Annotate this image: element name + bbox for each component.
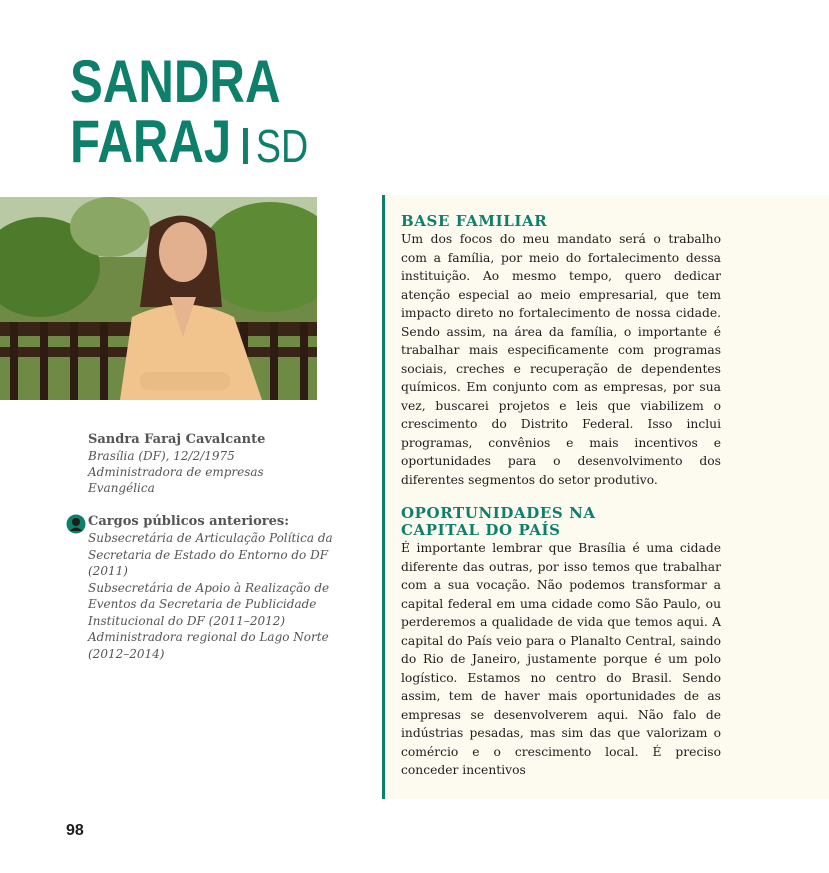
party-divider [243,128,248,164]
profession: Administradora de empresas [88,465,264,479]
last-name: FARAJ [70,108,232,175]
page-number: 98 [66,822,84,839]
previous-positions [66,514,356,662]
section-title-line-2: CAPITAL DO PAÍS [401,521,561,539]
person-icon [66,514,86,534]
candidate-photo [0,197,317,400]
section-title-line-1: OPORTUNIDADES NA [401,504,596,522]
section-title-oportunidades [401,505,721,539]
previous-positions-list: Subsecretária de Articulação Política da Secretaria de Estado do Entorno do DF (2011) Subsecretária de Apoio à Realização de Eventos da Secretaria de Publicidade Institucional do DF (2011–2012) Administradora regional do Lago Norte (2012–2014) [88,531,333,661]
religion: Evangélica [88,481,155,495]
first-name: SANDRA [70,48,281,115]
section-body-base-familiar: Um dos focos do meu mandato será o trabalho com a família, por meio do fortalecimento dessa instituição. Ao mesmo tempo, quero dedicar atenção especial ao meio empresarial, que tem impacto direto no fortalecimento de nossa cidade. Sendo assim, na área da família, o importante é trabalhar mais especificamente com programas sociais, creches e recuperação de dependentes químicos. Em conjunto com as empresas, por sua vez, buscarei projetos e leis que viabilizem o crescimento do Distrito Federal. Isso inclui programas, convênios e mais incentivos e oportunidades para o desenvolvimento dos diferentes segmentos do setor produtivo. [401,232,721,487]
birth-info: Brasília (DF), 12/2/1975 [88,449,235,463]
full-name: Sandra Faraj Cavalcante [88,432,266,447]
party-acronym: SD [255,120,309,172]
candidate-photo-illustration [0,197,317,400]
last-name-line [70,108,309,176]
section-body-oportunidades: É importante lembrar que Brasília é uma cidade diferente das outras, por isso temos que trabalhar com a sua vocação. Não podemos transformar a capital federal em uma cidade como São Paulo, ou perderemos a qualidade de vida que temos aqui. A capital do País veio para o Planalto Central, saindo do Rio de Janeiro, justamente porque é um polo logístico. Estamos no centro do Brasil. Sendo assim, tem de haver mais oportunidades de as empresas se desenvolverem aqui. Não falo de indústrias pesadas, mas sim das que valorizam o comércio e o crescimento local. É preciso conceder incentivos [401,541,721,777]
previous-positions-heading: Cargos públicos anteriores: [88,514,290,529]
candidate-bio [88,432,358,496]
interview-content [401,213,721,796]
party-label [243,120,309,172]
candidate-name-title [70,48,309,176]
section-title-base-familiar: BASE FAMILIAR [401,212,548,230]
